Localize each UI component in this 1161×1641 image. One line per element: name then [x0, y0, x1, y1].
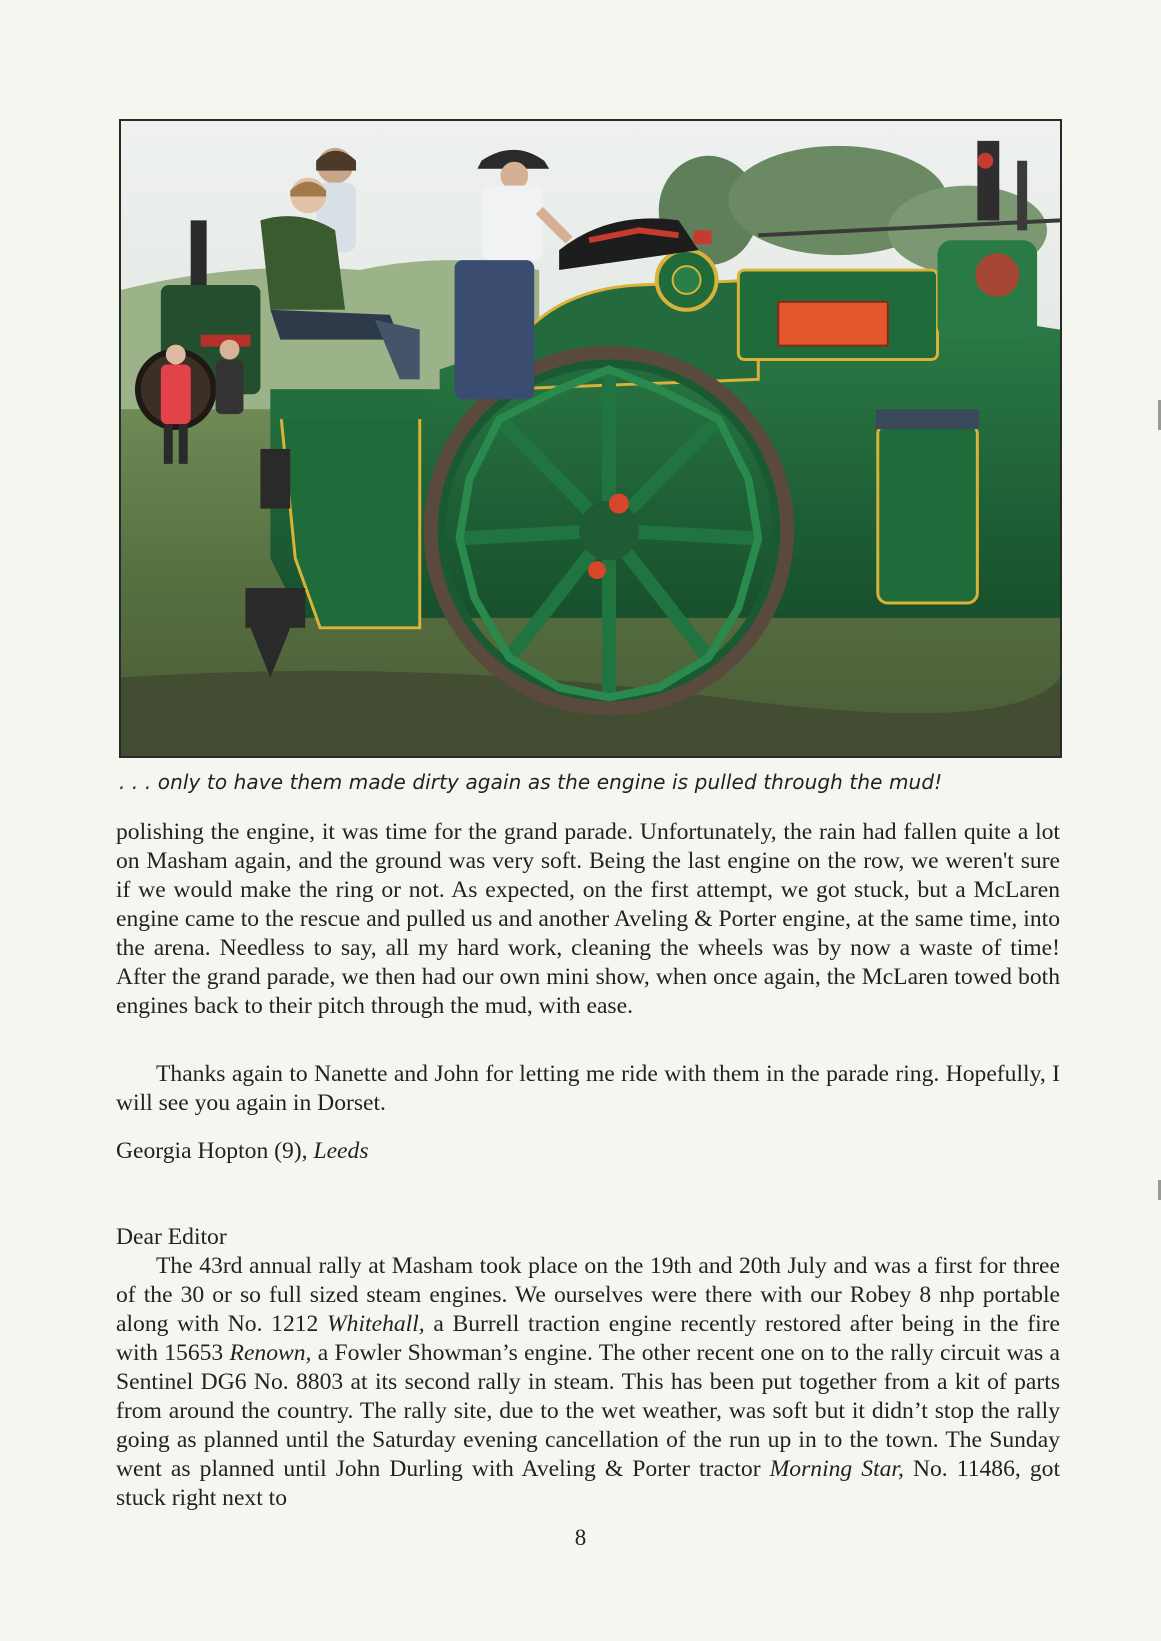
letter2-text-segment: a Fowler Showman’s engine. The other recent one on to the rally circuit was a Sentinel DG6 No. 8803 at its second rally in steam. This has been put together from a kit of parts from around the country. The rally site, due to the wet weather, was soft but it didn’t stop the rally going as planned until the Saturday evening cancellation of the run up in to the town. The Sunday went as planned until John Durling with Aveling & Porter tractor: [116, 1340, 1060, 1482]
page-number: 8: [574, 1525, 587, 1550]
signature-place: Leeds: [313, 1138, 369, 1164]
letter2-text-segment: a Burrell traction engine recently restored after being in the fire with 15653: [116, 1311, 1060, 1366]
letter2-greeting: Dear Editor: [116, 1224, 227, 1250]
letter2-text-segment: No. 11486, got stuck right next to: [116, 1456, 1060, 1511]
letter1-signature: [116, 1137, 1060, 1166]
engine-name-morning-star: Morning Star,: [769, 1456, 904, 1482]
engine-name-renown: Renown,: [229, 1340, 312, 1366]
engine-name-whitehall: Whitehall,: [327, 1311, 425, 1337]
signature-name: Georgia Hopton (9),: [116, 1138, 314, 1164]
steam-engine-photo: [119, 119, 1062, 758]
letter1-paragraph1: polishing the engine, it was time for the grand parade. Unfortunately, the rain had fallen quite a lot on Masham again, and the ground was very soft. Being the last engine on the row, we weren't sure if we would make the ring or not. As expected, on the first attempt, we got stuck, but a McLaren engine came to the rescue and pulled us and another Aveling & Porter engine, at the same time, into the arena. Needless to say, all my hard work, cleaning the wheels was by now a waste of time! After the grand parade, we then had our own mini show, when once again, the McLaren towed both engines back to their pitch through the mud, with ease.: [116, 819, 1060, 1019]
letter1-paragraph2: Thanks again to Nanette and John for letting me ride with them in the parade ring. Hopefully, I will see you again in Dorset.: [116, 1061, 1060, 1116]
letter2-text-segment: The 43rd annual rally at Masham took place on the 19th and 20th July and was a first for three of the 30 or so full sized steam engines. We ourselves were there with our Robey 8 nhp portable along with No. 1212: [116, 1253, 1060, 1337]
photo-caption: . . . only to have them made dirty again as the engine is pulled through the mud!: [119, 770, 943, 794]
steam-engine-illustration: [121, 121, 1060, 756]
letter2-paragraph1: [116, 1252, 1060, 1513]
